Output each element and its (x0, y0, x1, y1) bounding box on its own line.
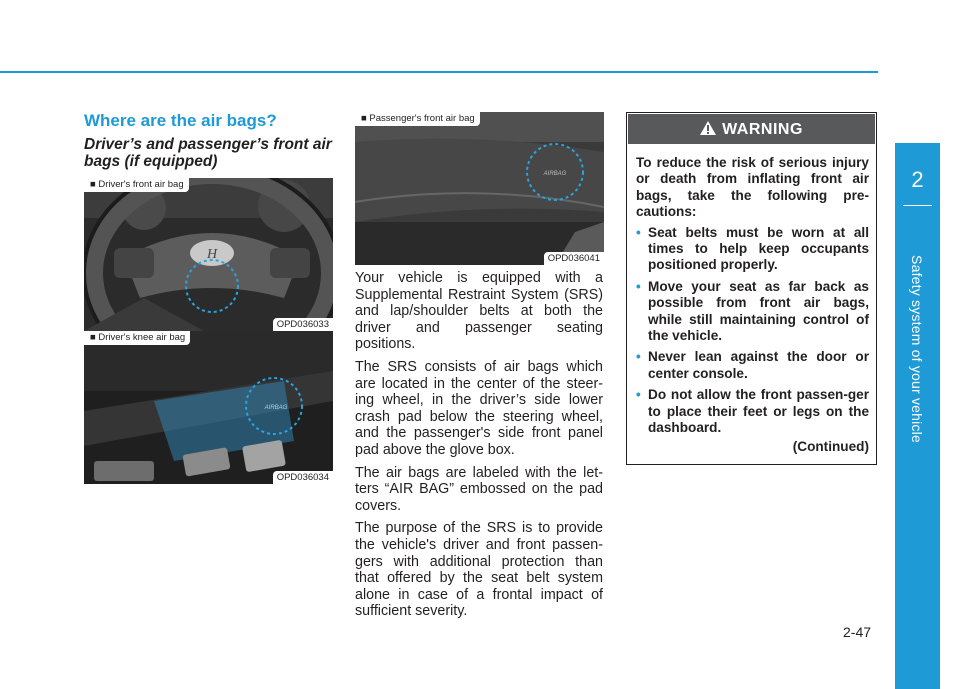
warning-header (628, 114, 875, 144)
warning-body (636, 155, 869, 455)
warning-triangle-icon (700, 121, 716, 135)
figure-code: OPD036041 (544, 252, 604, 265)
header-rule (0, 71, 878, 73)
section-heading: Where are the air bags? (84, 111, 277, 130)
body-paragraph: The SRS consists of air bags which are located in the center of the steer-ing wheel, in the driver’s side lower crash pad below the steering wheel, and the passenger's side front panel pad above the glove box. (355, 358, 603, 458)
bullet-icon: • (636, 278, 641, 294)
driver-front-airbag-photo (84, 178, 333, 331)
warning-item: • Do not allow the front passen-ger to place their feet or legs on the dashboard. (636, 387, 869, 436)
warning-intro: To reduce the risk of serious injury or death from inflating front air bags, take the following pre-cautions: (636, 155, 869, 220)
body-paragraph: The purpose of the SRS is to provide the vehicle's driver and front passen-gers with additional protection than that offered by the seat belt system alone in case of a frontal impact of sufficient severity. (355, 520, 603, 620)
svg-text:H: H (206, 247, 218, 262)
warning-box (626, 112, 877, 465)
warning-item: • Move your seat as far back as possible from front air bags, while still maintaining control of the vehicle. (636, 278, 869, 344)
bullet-icon: • (636, 224, 641, 240)
steering-wheel-illustration (84, 178, 333, 331)
body-text (355, 270, 603, 626)
warning-item: • Seat belts must be worn at all times to help keep occupants positioned properly. (636, 224, 869, 273)
figure-code: OPD036033 (273, 318, 333, 331)
figure-code: OPD036034 (273, 471, 333, 484)
subsection-heading: Driver’s and passenger’s front air bags (if equipped) (84, 136, 332, 170)
driver-knee-airbag-photo (84, 331, 333, 484)
passenger-front-airbag-photo (355, 112, 604, 265)
chapter-number: 2 (911, 167, 924, 192)
body-paragraph: Your vehicle is equipped with a Supplemental Restraint System (SRS) and lap/shoulder belts at both the driver and passenger seating positions. (355, 270, 603, 353)
figure-caption: ■ Passenger's front air bag (355, 112, 480, 126)
chapter-divider (903, 205, 932, 206)
svg-text:AIRBAG: AIRBAG (543, 171, 567, 177)
knee-airbag-illustration (84, 331, 333, 484)
warning-item: • Never lean against the door or center console. (636, 349, 869, 381)
body-paragraph: The air bags are labeled with the let-ters “AIR BAG” embossed on the pad covers. (355, 464, 603, 514)
page-number: 2-47 (843, 624, 872, 640)
svg-text:AIRBAG: AIRBAG (264, 405, 288, 411)
dashboard-illustration (355, 112, 604, 265)
warning-title: WARNING (722, 121, 803, 138)
figure-caption: ■ Driver's front air bag (84, 178, 189, 192)
chapter-tab (895, 143, 940, 689)
bullet-icon: • (636, 387, 641, 403)
figure-caption: ■ Driver's knee air bag (84, 331, 190, 345)
continued-label: (Continued) (792, 438, 869, 454)
chapter-title: Safety system of your vehicle (909, 255, 925, 443)
warning-list (636, 225, 869, 437)
bullet-icon: • (636, 349, 641, 365)
